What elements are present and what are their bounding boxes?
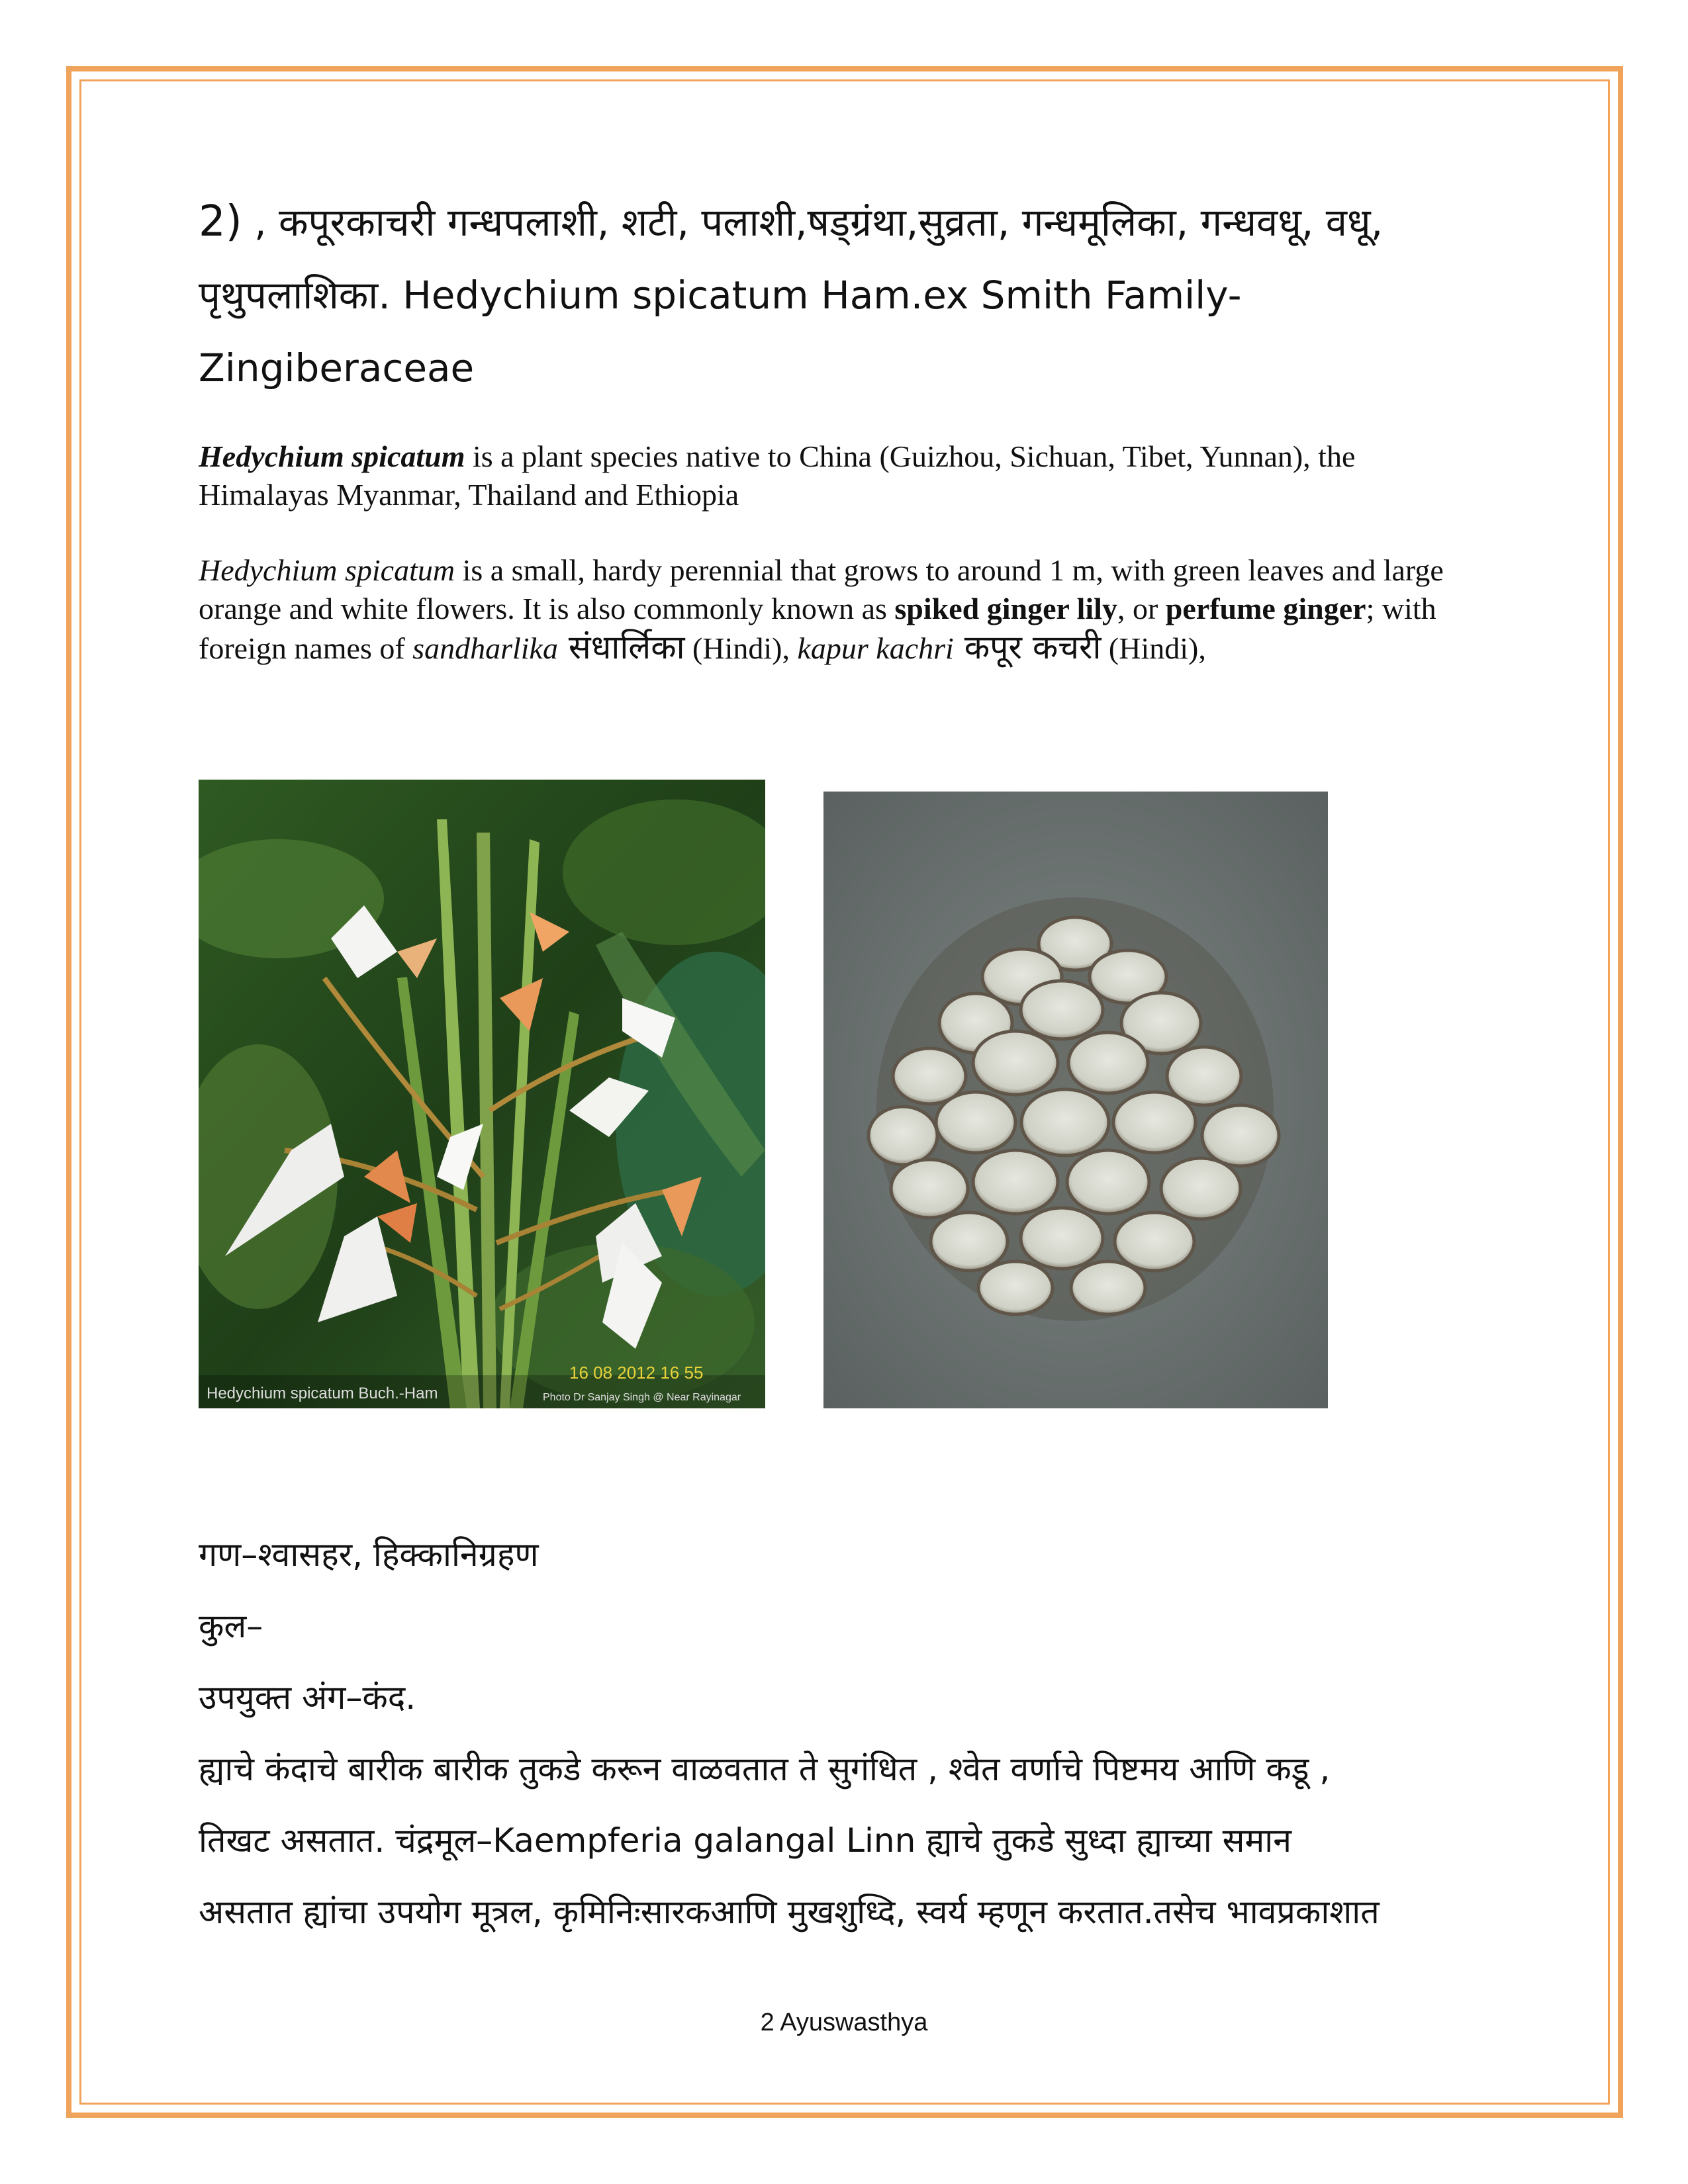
description-line-1: ह्याचे कंदाचे बारीक बारीक तुकडे करून वाळवतात ते सुगंधित , श्वेत वर्णाचे पिष्टमय आणि कडू , [199,1750,1331,1788]
common-name-1: spiked ginger lily [894,592,1117,625]
common-name-2: perfume ginger [1165,592,1366,625]
page-footer: 2 Ayuswasthya [760,2009,928,2036]
foreign-name-2: kapur kachri [797,631,954,665]
species-name-2: Hedychium spicatum [199,553,455,587]
foreign-name-1-devanagari: संधार्लिका [557,628,685,666]
heading-line-2: पृथुपलाशिका. Hedychium spicatum Ham.ex Smith Family- [199,273,1242,318]
photo-caption-credit: Photo Dr Sanjay Singh @ Near Rayinagar [543,1392,741,1403]
photo-caption-name: Hedychium spicatum Buch.-Ham [207,1385,438,1402]
heading-line-3: Zingiberaceae [199,345,475,390]
heading-line-1: , कपूरकाचरी गन्धपलाशी, शटी, पलाशी,षड्ग्रंथा,सुव्रता, गन्धमूलिका, गन्धवधू, वधू, [242,200,1383,245]
desc-text-2: , or [1117,592,1166,625]
root-slices-photo [823,792,1328,1408]
intro-text: is a plant species native to China (Guizhou, Sichuan, Tibet, Yunnan), the Himalayas Myanmar, Thailand and Ethiopia [199,439,1356,512]
gan-line: गण–श्वासहर, हिक्कानिग्रहण [199,1535,539,1574]
kul-line: कुल– [199,1607,263,1645]
species-name: Hedychium spicatum [199,439,465,473]
intro-paragraph [199,437,1489,514]
plant-photo [199,780,765,1408]
page-content [199,185,1489,668]
section-heading [199,185,1489,404]
photo-date-stamp: 16 08 2012 16 55 [569,1363,704,1383]
photo-row [199,780,1390,1408]
desc-text-5: (Hindi), [1101,631,1206,665]
useful-part-line: उपयुक्त अंग–कंद. [199,1678,416,1717]
desc-text-1: is a small, hardy perennial that grows to around 1 m, with green leaves and large orange and white flowers. It is also commonly known as [199,553,1444,625]
description-paragraph [199,551,1489,668]
marathi-section [199,1519,1489,1948]
desc-text-4: (Hindi), [684,631,798,665]
foreign-name-1: sandharlika [412,631,558,665]
foreign-name-2-devanagari: कपूर कचरी [953,628,1102,666]
desc-text-3: ; with foreign names of [199,592,1436,665]
section-number: 2) [199,197,242,246]
description-line-2: तिखट असतात. चंद्रमूल–Kaempferia galangal Linn ह्याचे तुकडे सुध्दा ह्याच्या समान [199,1821,1291,1860]
description-line-3: असतात ह्यांचा उपयोग मूत्रल, कृमिनिःसारकआणि मुखशुध्दि, स्वर्य म्हणून करतात.तसेच भावप्रकाशात [199,1893,1380,1931]
